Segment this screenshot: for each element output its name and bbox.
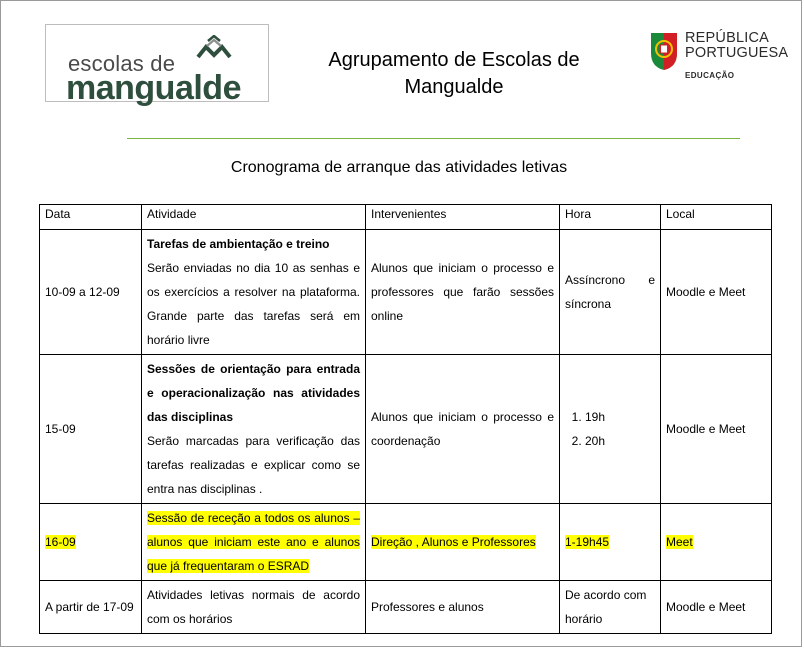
cell-intervenientes: Alunos que iniciam o processo e professores que farão sessões online (366, 230, 560, 355)
activity-title: Tarefas de ambientação e treino (147, 237, 330, 251)
cell-intervenientes: Professores e alunos (366, 581, 560, 634)
mountain-logo-icon (194, 35, 234, 59)
gov-logo-line1: REPÚBLICA (685, 30, 769, 46)
highlighted-text: Sessão de receção a todos os alunos – alunos que iniciam este ano e alunos que já frequentaram o ESRAD (147, 511, 360, 573)
school-logo-line2: mangualde (66, 69, 241, 107)
gov-logo-line2: PORTUGUESA (685, 45, 789, 61)
flag-seal-icon (649, 31, 679, 71)
school-logo (45, 24, 269, 107)
cell-intervenientes: Alunos que iniciam o processo e coordenação (366, 355, 560, 504)
column-header: Intervenientes (366, 205, 560, 230)
schedule-table (39, 204, 772, 634)
cell-local: Moodle e Meet (661, 230, 772, 355)
cell-atividade (142, 504, 366, 581)
time-item: 2. 20h (585, 429, 655, 453)
gov-logo-line3: EDUCAÇÃO (685, 71, 735, 80)
highlighted-text: Direção , Alunos e Professores (371, 535, 536, 549)
table-row (40, 355, 772, 504)
column-header: Data (40, 205, 142, 230)
time-list (565, 405, 655, 453)
cell-hora: De acordo com horário (560, 581, 661, 634)
cell-hora (560, 355, 661, 504)
cell-data: 10-09 a 12-09 (40, 230, 142, 355)
cell-local (661, 504, 772, 581)
time-item: 1. 19h (585, 405, 655, 429)
activity-title: Sessões de orientação para entrada e operacionalização nas atividades das disciplinas (147, 362, 360, 424)
cell-data: A partir de 17-09 (40, 581, 142, 634)
highlighted-text: 1-19h45 (565, 535, 610, 549)
highlighted-text: 16-09 (45, 535, 76, 549)
column-header: Hora (560, 205, 661, 230)
cell-local: Moodle e Meet (661, 581, 772, 634)
header-divider (127, 138, 740, 139)
table-row (40, 504, 772, 581)
document-subtitle: Cronograma de arranque das atividades letivas (230, 159, 568, 176)
cell-data (40, 504, 142, 581)
gov-logo-text (685, 31, 788, 61)
activity-description: Serão marcadas para verificação das tarefas realizadas e explicar como se entra nas disciplinas . (147, 434, 360, 496)
cell-data: 15-09 (40, 355, 142, 504)
cell-atividade (142, 230, 366, 355)
government-logo (647, 31, 787, 81)
table-row (40, 581, 772, 634)
cell-local: Moodle e Meet (661, 355, 772, 504)
column-header: Atividade (142, 205, 366, 230)
table-header-row (40, 205, 772, 230)
table-row (40, 230, 772, 355)
title-line1: Agrupamento de Escolas de (328, 49, 580, 71)
page-title (319, 47, 589, 101)
title-line2: Mangualde (404, 76, 504, 98)
highlighted-text: Meet (666, 535, 693, 549)
school-logo-line1: escolas de (68, 51, 176, 76)
cell-intervenientes (366, 504, 560, 581)
cell-hora: Assíncrono e síncrona (560, 230, 661, 355)
activity-description: Serão enviadas no dia 10 as senhas e os exercícios a resolver na plataforma. Grande parte das tarefas será em horário livre (147, 261, 360, 347)
cell-atividade: Atividades letivas normais de acordo com os horários (142, 581, 366, 634)
cell-hora (560, 504, 661, 581)
column-header: Local (661, 205, 772, 230)
cell-atividade (142, 355, 366, 504)
